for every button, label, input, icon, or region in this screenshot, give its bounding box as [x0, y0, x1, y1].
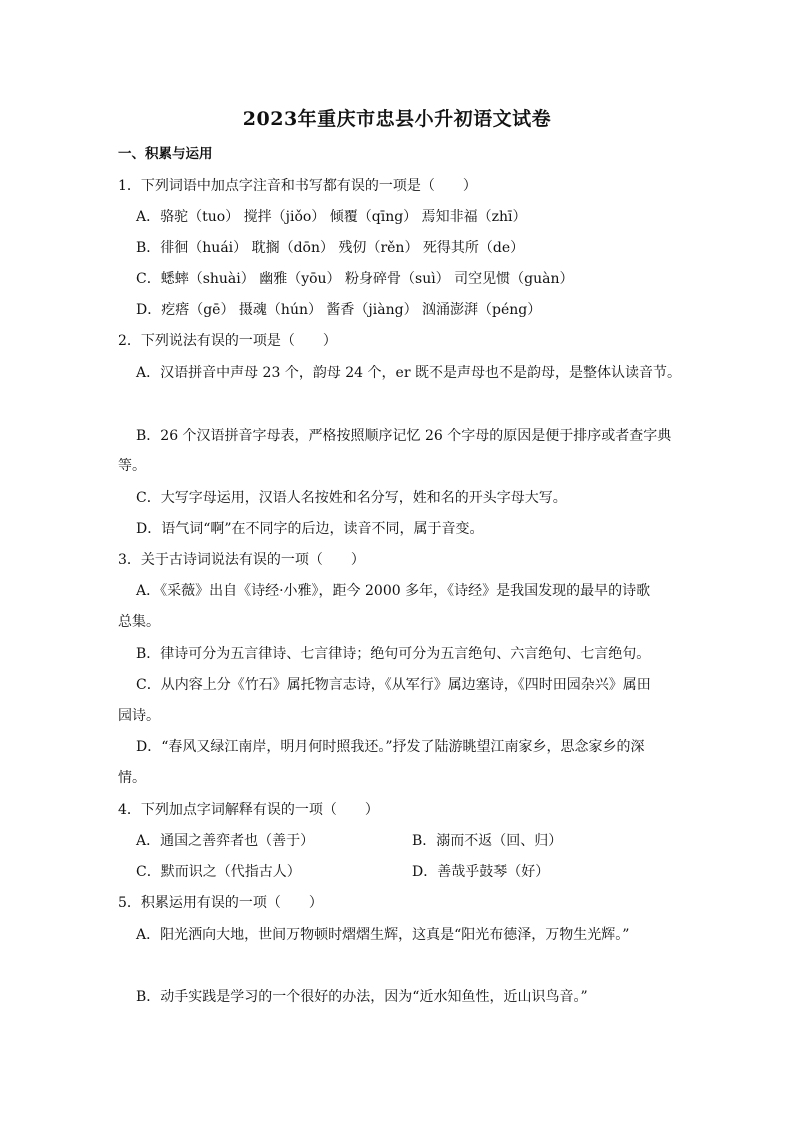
question-4-option-a: A．通国之善弈者也（善于）: [136, 833, 315, 849]
question-3-option-a: A．《采薇》出自《诗经·小雅》，距今 2000 多年，《诗经》是我国发现的最早的诗歌: [136, 583, 651, 599]
page-title: 2023年重庆市忠县小升初语文试卷: [242, 108, 552, 130]
question-2-option-b-cont: 等。: [118, 458, 146, 474]
question-2-stem: 2．下列说法有误的一项是（ ）: [118, 333, 337, 349]
question-2-option-a: A．汉语拼音中声母 23 个，韵母 24 个，er 既不是声母也不是韵母，是整体认读音节。: [136, 365, 681, 381]
question-3-option-a-cont: 总集。: [118, 614, 160, 630]
question-3-stem: 3．关于古诗词说法有误的一项（ ）: [118, 552, 365, 568]
question-4-option-c: C．默而识之（代指古人）: [136, 864, 301, 880]
question-3-option-d-cont: 情。: [118, 770, 146, 786]
question-1-option-d: D．疙瘩（gē） 摄魂（hún） 酱香（jiàng） 汹涌澎湃（péng）: [136, 302, 542, 318]
question-5-stem: 5．积累运用有误的一项（ ）: [118, 895, 323, 911]
question-4-option-d: D．善哉乎鼓琴（好）: [412, 864, 550, 880]
question-3-option-d: D．“春风又绿江南岸，明月何时照我还。”抒发了陆游眺望江南家乡，思念家乡的深: [136, 739, 645, 755]
question-3-option-b: B．律诗可分为五言律诗、七言律诗；绝句可分为五言绝句、六言绝句、七言绝句。: [136, 646, 651, 662]
question-3-option-c-cont: 园诗。: [118, 708, 160, 724]
question-1-option-c: C．蟋蟀（shuài） 幽雅（yōu） 粉身碎骨（suì） 司空见惯（guàn）: [136, 271, 574, 287]
section-heading: 一、积累与运用: [118, 146, 213, 162]
question-2-option-c: C．大写字母运用，汉语人名按姓和名分写，姓和名的开头字母大写。: [136, 490, 567, 506]
question-1-option-a: A．骆驼（tuo） 搅拌（jiǒo） 倾覆（qīng） 焉知非福（zhī）: [136, 209, 527, 225]
question-4-stem: 4．下列加点字词解释有误的一项（ ）: [118, 802, 379, 818]
question-5-option-b: B．动手实践是学习的一个很好的办法，因为“近水知鱼性，近山识鸟音。”: [136, 989, 588, 1005]
question-1-option-b: B．徘徊（huái） 耽搁（dōn） 残仞（rěn） 死得其所（de）: [136, 240, 525, 256]
question-5-option-a: A．阳光洒向大地，世间万物顿时熠熠生辉，这真是“阳光布德泽，万物生光辉。”: [136, 927, 630, 943]
question-3-option-c: C．从内容上分《竹石》属托物言志诗，《从军行》属边塞诗，《四时田园杂兴》属田: [136, 677, 651, 693]
question-1-stem: 1．下列词语中加点字注音和书写都有误的一项是（ ）: [118, 178, 477, 194]
question-4-option-b: B．溺而不返（回、归）: [412, 833, 563, 849]
question-2-option-b: B．26 个汉语拼音字母表，严格按照顺序记忆 26 个字母的原因是便于排序或者查字典: [136, 428, 672, 444]
question-2-option-d: D．语气词“啊”在不同字的后边，读音不同，属于音变。: [136, 521, 484, 537]
